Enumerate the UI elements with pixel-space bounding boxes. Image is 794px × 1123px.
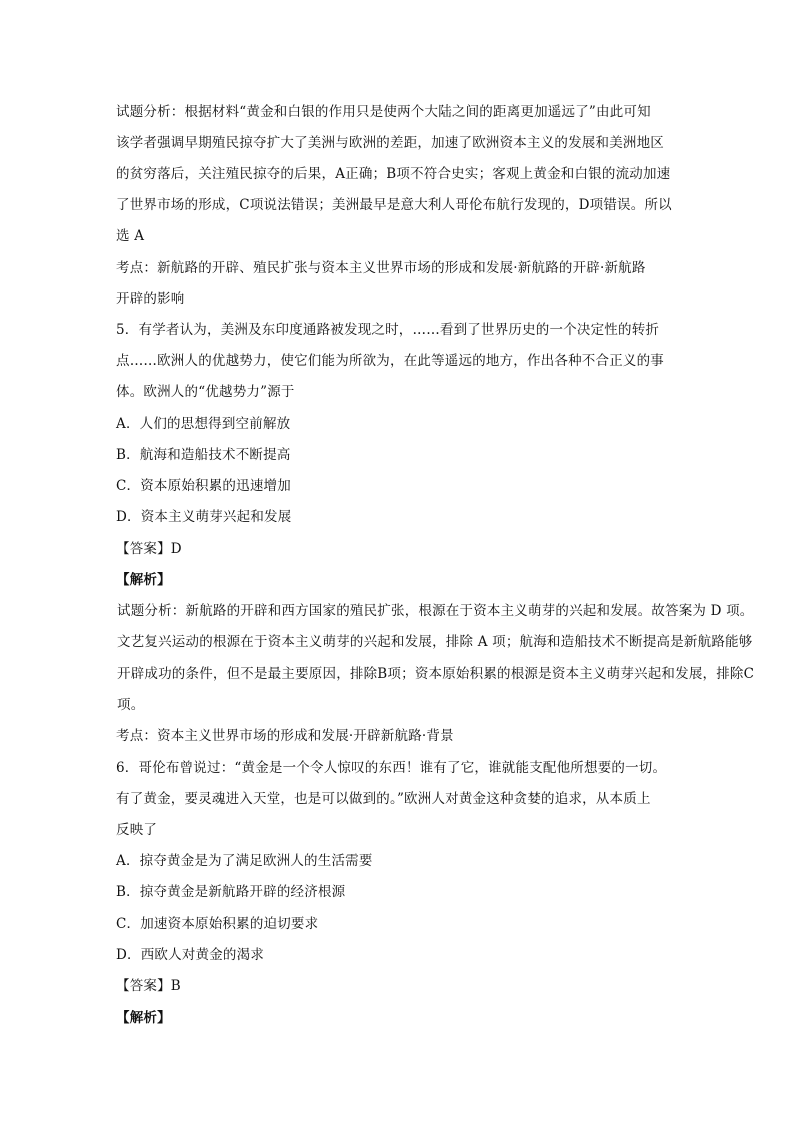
question-6-stem-line-2: 有了黄金，要灵魂进入天堂，也是可以做到的。”欧洲人对黄金这种贪婪的追求，从本质上 — [116, 791, 651, 807]
analysis-q4-line-3: 的贫穷落后，关注殖民掠夺的后果，A正确；B项不符合史实；客观上黄金和白银的流动加速 — [116, 166, 671, 182]
question-5-stem-line-2: 点……欧洲人的优越势力，使它们能为所欲为，在此等遥远的地方，作出各种不合正义的事 — [116, 353, 664, 369]
question-5-option-a: A．人们的思想得到空前解放 — [116, 416, 291, 432]
question-6-analysis-heading: 【解析】 — [116, 1010, 171, 1026]
analysis-q4-line-1: 试题分析：根据材料“黄金和白银的作用只是使两个大陆之间的距离更加遥远了”由此可知 — [116, 104, 651, 120]
knowledge-point-q4-line-2: 开辟的影响 — [116, 291, 185, 307]
question-6-answer: 【答案】B — [116, 978, 181, 994]
question-5-analysis-line-3: 开辟成功的条件，但不是最主要原因，排除B项；资本原始积累的根源是资本主义萌芽兴起和发展，排除C — [117, 666, 755, 682]
question-5-option-c: C．资本原始积累的迅速增加 — [116, 478, 291, 494]
question-6-option-c: C．加速资本原始积累的迫切要求 — [116, 916, 319, 932]
question-6-option-d: D．西欧人对黄金的渴求 — [116, 947, 265, 963]
question-6-stem-line-3: 反映了 — [116, 822, 158, 838]
question-6-stem-line-1: 6．哥伦布曾说过：“黄金是一个令人惊叹的东西！谁有了它，谁就能支配他所想要的一切。 — [116, 760, 667, 776]
question-5-option-d: D．资本主义萌芽兴起和发展 — [116, 509, 292, 525]
question-5-analysis-line-2: 文艺复兴运动的根源在于资本主义萌芽的兴起和发展，排除 A 项；航海和造船技术不断提高是新航路能够 — [117, 634, 753, 650]
question-5-analysis-line-4: 项。 — [117, 697, 145, 713]
analysis-q4-line-5: 选 A — [116, 228, 145, 244]
knowledge-point-q4-line-1: 考点：新航路的开辟、殖民扩张与资本主义世界市场的形成和发展·新航路的开辟·新航路 — [116, 260, 646, 276]
question-6-option-b: B．掠夺黄金是新航路开辟的经济根源 — [116, 884, 346, 900]
question-5-stem-line-3: 体。欧洲人的“优越势力”源于 — [116, 384, 295, 400]
knowledge-point-q5: 考点：资本主义世界市场的形成和发展·开辟新航路·背景 — [116, 728, 454, 744]
analysis-q4-line-2: 该学者强调早期殖民掠夺扩大了美洲与欧洲的差距，加速了欧洲资本主义的发展和美洲地区 — [116, 135, 664, 151]
analysis-q4-line-4: 了世界市场的形成，C项说法错误；美洲最早是意大利人哥伦布航行发现的，D项错误。所以 — [116, 197, 672, 213]
question-5-analysis-heading: 【解析】 — [116, 572, 171, 588]
question-5-analysis-line-1: 试题分析：新航路的开辟和西方国家的殖民扩张，根源在于资本主义萌芽的兴起和发展。故答案为 D 项。 — [117, 603, 754, 619]
question-6-option-a: A．掠夺黄金是为了满足欧洲人的生活需要 — [116, 853, 373, 869]
question-5-option-b: B．航海和造船技术不断提高 — [116, 447, 291, 463]
question-5-answer: 【答案】D — [116, 541, 182, 557]
question-5-stem-line-1: 5．有学者认为，美洲及东印度通路被发现之时，……看到了世界历史的一个决定性的转折 — [116, 322, 660, 338]
